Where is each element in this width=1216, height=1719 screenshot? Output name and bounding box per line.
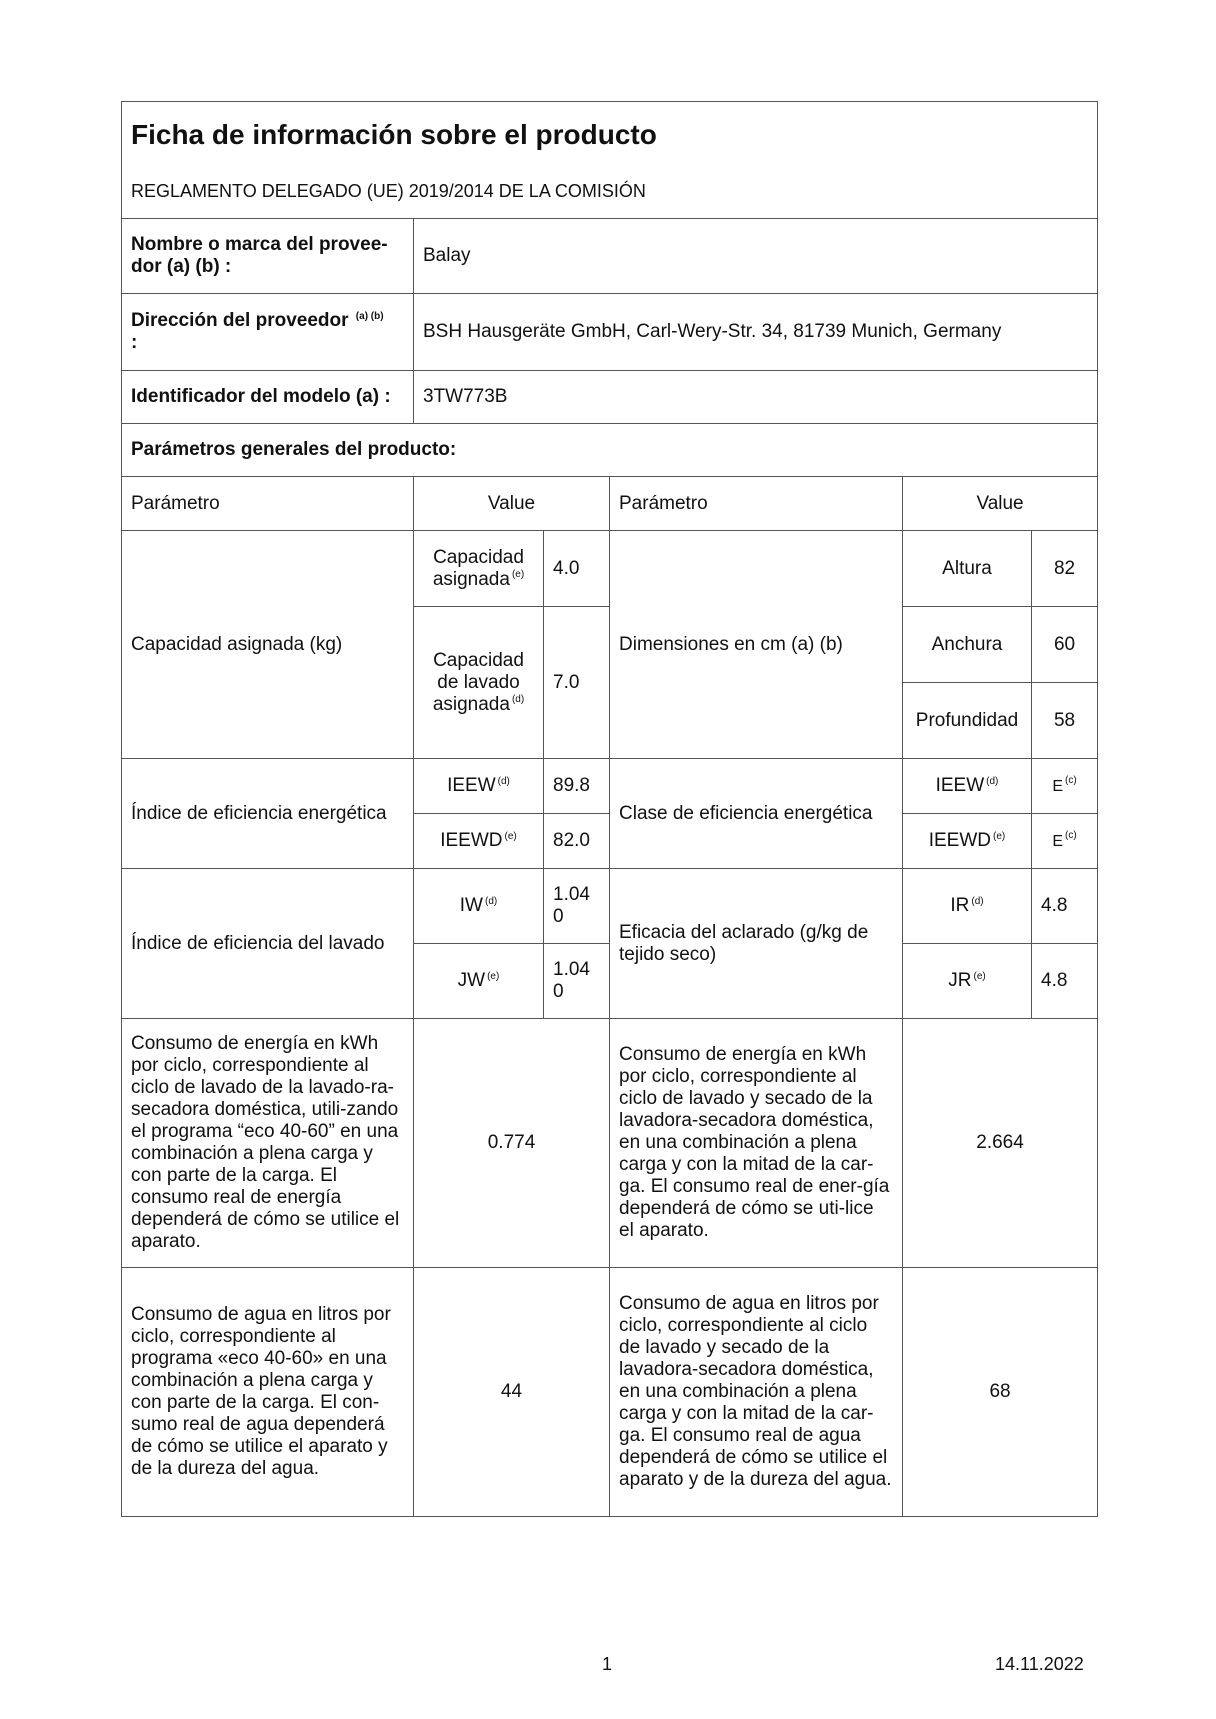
class-ieewd-value-cell (1032, 814, 1098, 869)
ir-value: 4.8 (1032, 869, 1098, 944)
supplier-address-label: Dirección del proveedor (131, 310, 349, 331)
washing-capacity-value: 7.0 (544, 607, 610, 759)
energy-consumption-wash-value: 0.774 (414, 1019, 610, 1268)
jw-value: 1.040 (544, 944, 610, 1019)
washing-index-label: Índice de eficiencia del lavado (122, 869, 414, 1019)
width-label: Anchura (903, 607, 1032, 683)
iw-cell (414, 869, 544, 944)
supplier-address-label-cell (122, 294, 414, 371)
energy-index-label: Índice de eficiencia energética (122, 759, 414, 869)
regulation-reference: REGLAMENTO DELEGADO (UE) 2019/2014 DE LA COMISIÓN (131, 181, 646, 201)
rated-capacity-sublabel: Capacidad asignada (432, 546, 524, 590)
page-title: Ficha de información sobre el producto (131, 119, 657, 150)
rinsing-label: Eficacia del aclarado (g/kg de tejido seco) (610, 869, 903, 1019)
model-identifier-value: 3TW773B (414, 371, 1098, 424)
jr-value: 4.8 (1032, 944, 1098, 1019)
document-date: 14.11.2022 (995, 1654, 1084, 1674)
height-value: 82 (1032, 531, 1098, 607)
class-ieewd-cell (903, 814, 1032, 869)
energy-consumption-wash-dry-text: Consumo de energía en kWh por ciclo, correspondiente al ciclo de lavado y secado de la lavadora-secadora doméstica, en una combinación a plena carga y con la mitad de la car-ga. El consumo real de ener-gía dependerá de cómo se uti-lice el aparato. (610, 1019, 903, 1268)
class-ieew-letter: E (1052, 777, 1064, 795)
class-ieew-note: (d) (986, 775, 999, 787)
jr-cell (903, 944, 1032, 1019)
rated-capacity-value: 4.0 (544, 531, 610, 607)
ieewd-note: (e) (504, 830, 517, 842)
jr-note: (e) (973, 970, 986, 982)
ieew-value: 89.8 (544, 759, 610, 814)
water-consumption-wash-value: 44 (414, 1268, 610, 1517)
jw-label: JW (457, 970, 486, 991)
ieew-label: IEEW (447, 775, 496, 796)
product-info-sheet-table (121, 101, 1098, 1517)
column-header-value-2: Value (903, 477, 1098, 531)
ir-label: IR (950, 895, 970, 916)
ir-note: (d) (971, 895, 984, 907)
ir-cell (903, 869, 1032, 944)
supplier-name-label: Nombre o marca del provee-dor (a) (b) : (122, 219, 414, 294)
energy-class-label: Clase de eficiencia energética (610, 759, 903, 869)
ieewd-cell (414, 814, 544, 869)
page-number: 1 (602, 1654, 613, 1674)
rated-capacity-sub-cell (414, 531, 544, 607)
ieew-note: (d) (497, 775, 510, 787)
ieew-cell (414, 759, 544, 814)
column-header-parameter-1: Parámetro (122, 477, 414, 531)
depth-label: Profundidad (903, 683, 1032, 759)
washing-capacity-sub-cell (414, 607, 544, 759)
width-value: 60 (1032, 607, 1098, 683)
height-label: Altura (903, 531, 1032, 607)
class-ieewd-letter-note: (c) (1065, 830, 1077, 842)
supplier-address-value: BSH Hausgeräte GmbH, Carl-Wery-Str. 34, 81739 Munich, Germany (414, 294, 1098, 371)
rated-capacity-label: Capacidad asignada (kg) (122, 531, 414, 759)
supplier-address-colon: : (131, 332, 138, 353)
general-parameters-heading: Parámetros generales del producto: (122, 424, 1098, 477)
ieewd-label: IEEWD (440, 830, 503, 851)
class-ieew-value-cell (1032, 759, 1098, 814)
washing-capacity-sublabel: Capacidad de lavado asignada (432, 649, 524, 715)
class-ieewd-letter: E (1052, 832, 1064, 850)
iw-note: (d) (484, 895, 498, 907)
class-ieew-cell (903, 759, 1032, 814)
class-ieewd-note: (e) (993, 830, 1006, 842)
rated-capacity-note: (e) (511, 569, 525, 581)
class-ieew-letter-note: (c) (1065, 775, 1077, 787)
energy-consumption-wash-text: Consumo de energía en kWh por ciclo, correspondiente al ciclo de lavado de la lavado-ra-secadora doméstica, utili-zando el programa “eco 40-60” en una combinación a plena carga y con parte de la carga. El consumo real de energía dependerá de cómo se utilice el aparato. (122, 1019, 414, 1268)
header-cell (122, 102, 1098, 219)
column-header-value-1: Value (414, 477, 610, 531)
ieewd-value: 82.0 (544, 814, 610, 869)
depth-value: 58 (1032, 683, 1098, 759)
class-ieew-label: IEEW (935, 775, 985, 796)
energy-consumption-wash-dry-value: 2.664 (903, 1019, 1098, 1268)
supplier-address-note: (a) (b) (355, 310, 384, 322)
class-ieewd-label: IEEWD (928, 830, 992, 851)
washing-capacity-note: (d) (511, 694, 525, 706)
jw-cell (414, 944, 544, 1019)
iw-value: 1.040 (544, 869, 610, 944)
jw-note: (e) (487, 970, 500, 982)
iw-label: IW (459, 895, 483, 916)
water-consumption-wash-text: Consumo de agua en litros por ciclo, correspondiente al programa «eco 40-60» en una combinación a plena carga y con parte de la carga. El con-sumo real de agua dependerá de cómo se utilice el aparato y de la dureza del agua. (122, 1268, 414, 1517)
dimensions-label: Dimensiones en cm (a) (b) (610, 531, 903, 759)
water-consumption-wash-dry-text: Consumo de agua en litros por ciclo, correspondiente al ciclo de lavado y secado de la lavadora-secadora doméstica, en una combinación a plena carga y con la mitad de la car-ga. El consumo real de agua dependerá de cómo se utilice el aparato y de la dureza del agua. (610, 1268, 903, 1517)
jr-label: JR (948, 970, 972, 991)
supplier-name-value: Balay (414, 219, 1098, 294)
model-identifier-label: Identificador del modelo (a) : (122, 371, 414, 424)
water-consumption-wash-dry-value: 68 (903, 1268, 1098, 1517)
column-header-parameter-2: Parámetro (610, 477, 903, 531)
